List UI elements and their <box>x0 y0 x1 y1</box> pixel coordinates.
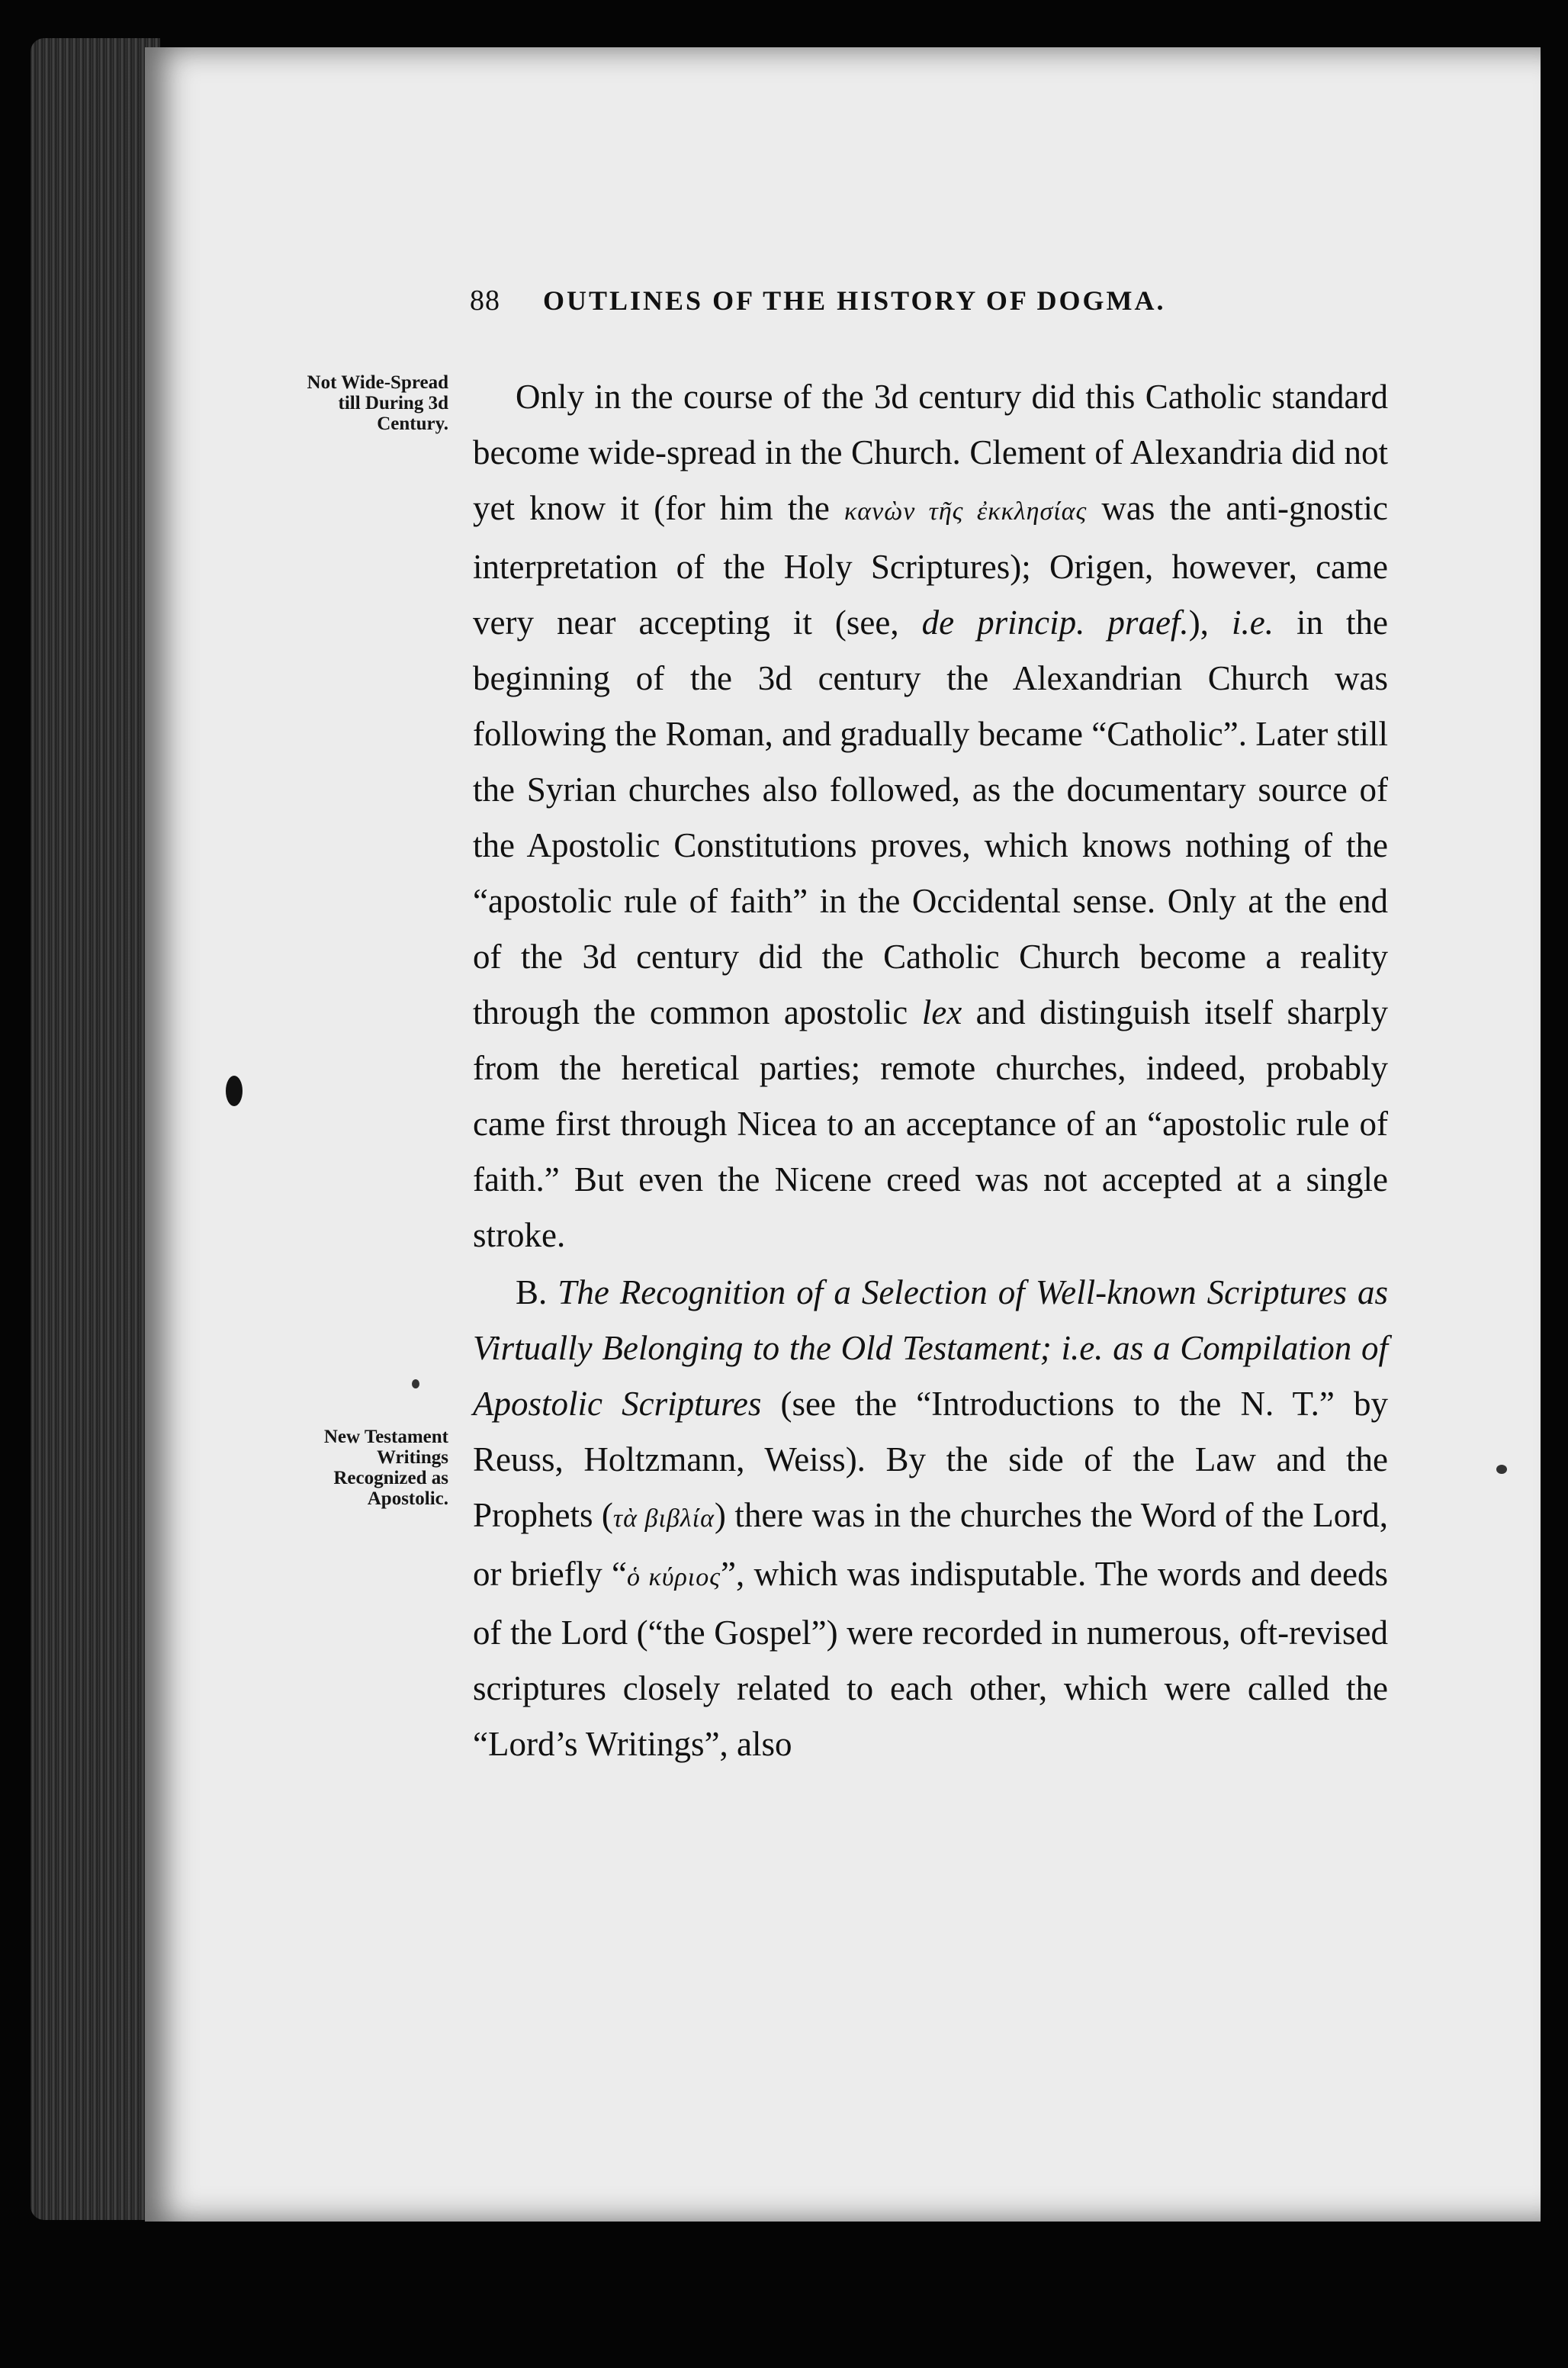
section-heading: The Recognition of a Selection of Well-known Scriptures as Virtually Belonging to the Old Testament; i.e. as a Compilation of Apostolic Scriptures <box>473 1273 1389 1423</box>
page-number: 88 <box>470 285 500 317</box>
sidenote-new-testament: New Testament Writings Recognized as Apostolic. <box>323 1427 448 1509</box>
running-title: OUTLINES OF THE HISTORY OF DOGMA. <box>543 285 1166 316</box>
text-run: ) there was in the churches the Word of the Lord, or briefly “ <box>473 1496 1388 1593</box>
ink-speck <box>412 1379 419 1388</box>
paragraph-recognition <box>473 1265 1388 1772</box>
scan-border <box>1541 0 1568 2368</box>
section-label: B. <box>516 1273 558 1311</box>
sidenote-not-widespread: Not Wide-Spread till During 3d Century. <box>307 372 448 434</box>
body-text <box>473 369 1388 1772</box>
text-run: was the anti-gnostic interpretation of the Holy Scriptures); Origen, however, came very near accepting it (see, <box>473 489 1388 642</box>
text-run: and distinguish itself sharply from the heretical parties; remote churches, indeed, probably came first through Nicea to an acceptance of an “apostolic rule of faith.” But even the Nicene creed was not accepted at a single stroke. <box>473 993 1388 1254</box>
text-run: ), <box>1188 603 1232 642</box>
text-run: in the beginning of the 3d century the Alexandrian Church was following the Roman, and gradually became “Catholic”. Later still the Syrian churches also followed, as the documentary source of the Apostolic Constitutions proves, which knows nothing of the “apostolic rule of faith” in the Occidental sense. Only at the end of the 3d century did the Catholic Church become a reality through the common apostolic <box>473 603 1388 1031</box>
ink-speck <box>226 1076 243 1106</box>
paragraph-catholic-standard <box>473 369 1388 1263</box>
running-header <box>470 284 1393 317</box>
text-run: (see the “Introductions to the N. T.” by Reuss, Holtzmann, Weiss). By the side of the Law and the Prophets ( <box>473 1385 1388 1534</box>
greek-phrase: ὁ κύριος <box>626 1563 721 1591</box>
italic-word: lex <box>921 993 962 1031</box>
ink-speck <box>1496 1465 1507 1474</box>
italic-abbrev: i.e. <box>1231 603 1274 642</box>
text-run: Only in the course of the 3d century did this Catholic standard become wide-spread in the Church. Clement of Alexandria did not yet know it (for him the <box>473 378 1388 527</box>
greek-phrase: κανὼν τῆς ἐκκλησίας <box>843 497 1088 526</box>
page-edges <box>31 38 160 2220</box>
italic-citation: de princip. praef. <box>921 603 1189 642</box>
greek-phrase: τὰ βιβλία <box>612 1504 715 1533</box>
text-run: ”, which was indisputable. The words and deeds of the Lord (“the Gospel”) were recorded in numerous, oft-revised scriptures closely related to each other, which were called the “Lord’s Writings”, also <box>473 1555 1388 1763</box>
